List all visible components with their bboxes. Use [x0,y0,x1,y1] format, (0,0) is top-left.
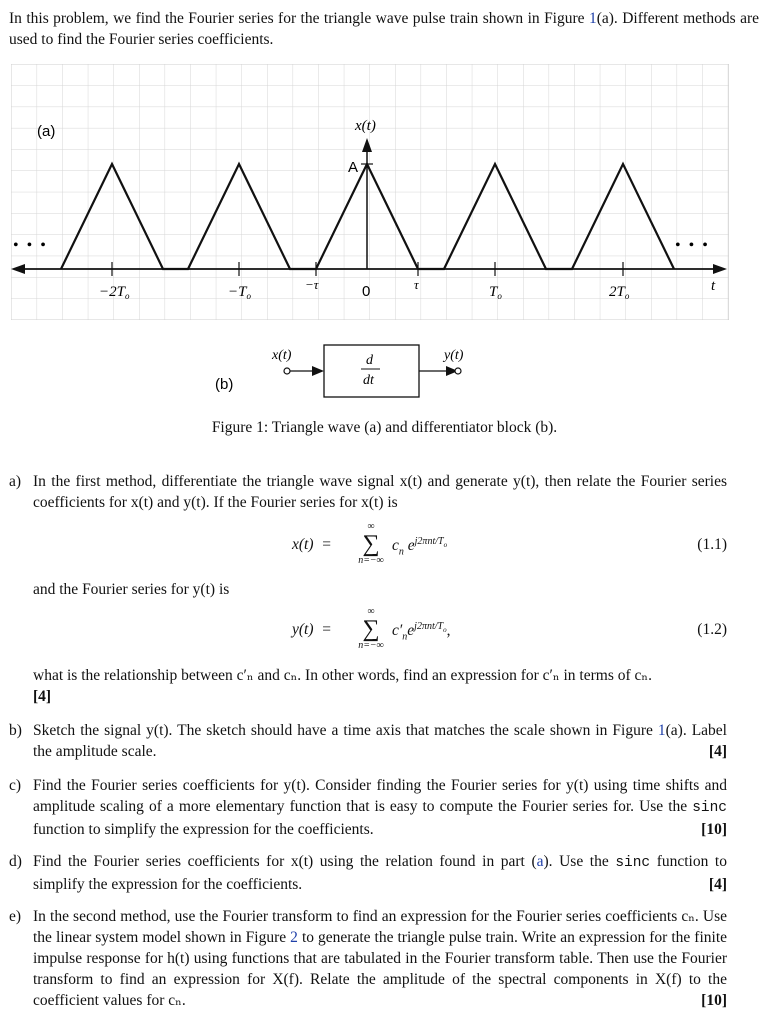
part-b-marker: b) [9,722,22,739]
tick-label-minus-2T-subscript: o [124,291,130,301]
eq1-exp-subscript: o [443,541,448,549]
ellipsis-left: • • • [13,237,48,254]
part-c-code: sinc [692,800,727,816]
part-d-text-3: function to simplify the expression for the coefficients. [33,853,727,893]
figure-b-differentiator [200,340,500,400]
part-c-text-2: function to simplify the expression for the coefficients. [33,821,374,838]
time-label: t [711,278,716,294]
part-a-question-text: what is the relationship between c′ₙ and cₙ. In other words, find an expression for c′ₙ in terms of cₙ. [33,667,652,684]
block-numerator: d [366,353,373,368]
figure-a-triangle-wave [11,64,729,320]
eq1-lhs [292,536,332,554]
block-input-label: x(t) [272,348,292,363]
eq1-sum-top: ∞ [367,521,375,532]
input-node [284,368,290,374]
block-denominator: dt [363,373,374,388]
output-node [455,368,461,374]
part-b-text-1: Sketch the signal y(t). The sketch should have a time axis that matches the scale shown in Figure [33,722,658,739]
amplitude-label: A [348,159,359,176]
part-d-text-1: Find the Fourier series coefficients for x(t) using the relation found in part ( [33,853,537,870]
tick-label-2T-subscript: o [624,291,630,301]
figure-1-link[interactable]: 1 [588,10,597,27]
part-b-text [33,720,727,762]
part-d-text-2: ). Use the [543,853,616,870]
grid-background [11,64,729,320]
tick-label-T-text: T [489,284,498,300]
tick-label-2T-text: 2T [609,284,625,300]
part-a-link[interactable]: a [536,853,544,870]
eq1-sum [352,522,390,566]
part-a [9,471,727,513]
tick-label-tau: τ [414,277,419,292]
eq2-coef-subscript: n [402,631,408,643]
part-e-text [33,906,727,1011]
part-c-points: [10] [701,821,727,838]
eq1-lhs-text: x(t) = [292,536,332,553]
ellipsis-right: • • • [675,237,710,254]
eq1-exp-text: j2πnt/T [414,536,444,547]
eq2-sigma-icon: ∑ [362,616,380,642]
part-b [9,720,727,762]
part-a-marker: a) [9,473,22,490]
eq1-sum-bottom: n=−∞ [358,555,384,566]
eq2-lhs-text: y(t) = [292,621,332,638]
eq2-sum [352,607,390,651]
eq1-coef-subscript: n [398,546,404,558]
part-d [9,851,727,895]
part-e [9,906,727,1011]
panel-a-label: (a) [37,123,56,140]
eq2-sum-bottom: n=−∞ [358,640,384,651]
eq2-exp-subscript: o [443,626,447,634]
eq1-exp-base: e [407,537,415,555]
tick-label-T-subscript: o [497,291,502,301]
eq1-number: (1.1) [697,536,727,553]
eq2-lhs [292,621,332,639]
eq1-sigma-icon: ∑ [362,531,380,557]
eq2-sum-top: ∞ [367,606,375,617]
part-b-text-2: (a). Label the amplitude scale. [33,722,727,760]
part-d-text [33,851,727,895]
part-c-text-1: Find the Fourier series coefficients for y(t). Consider finding the Fourier series for y(t) using time shifts and amplitude scaling of a more elementary function that is easy to compute the Fourier series for. Use the [33,777,727,815]
eq1-exp [415,536,447,547]
figure-2-link[interactable]: 2 [290,929,298,946]
tick-label-minus-T-text: −T [228,284,247,300]
part-d-marker: d) [9,853,22,870]
tick-label-minus-2T-text: −2T [99,284,125,300]
part-c-text [33,775,727,840]
part-a-text: In the first method, differentiate the triangle wave signal x(t) and generate y(t), then relate the Fourier series coefficients for x(t) and y(t). If the Fourier series for x(t) is [33,473,727,511]
eq2-coef: c′ [392,622,403,640]
eq2-exp [414,621,446,632]
part-e-text-1: In the second method, use the Fourier transform to find an expression for the Fourier series coefficients cₙ. Use the linear system model shown in Figure [33,908,727,946]
part-a-points: [4] [33,688,52,705]
eq2-exp-base: e [407,622,415,640]
part-a-between: and the Fourier series for y(t) is [33,581,230,598]
part-e-marker: e) [9,908,22,925]
eq1-term [392,536,447,557]
eq2-exp-text: j2πnt/T [414,621,444,632]
tick-label-zero: 0 [362,283,371,300]
part-c-marker: c) [9,777,22,794]
intro-text-2: (a). Different methods are used to find the Fourier series coefficients. [9,10,759,48]
figure-1-link-b[interactable]: 1 [657,722,666,739]
figure-caption: Figure 1: Triangle wave (a) and differentiator block (b). [211,419,558,436]
part-e-points: [10] [701,992,727,1009]
part-b-points: [4] [708,743,727,760]
tick-label-minus-T-subscript: o [246,291,251,301]
intro-paragraph [9,8,759,50]
intro-text-1: In this problem, we find the Fourier series for the triangle wave pulse train shown in Figure [9,10,589,27]
tick-label-minus-tau: −τ [305,277,319,292]
eq1-coef: c [392,537,399,555]
eq2-term: $c'_ne^{j2\pi nt/T_o}$, [392,621,451,643]
part-e-text-2: to generate the triangle pulse train. Write an expression for the finite impulse response for h(t) using functions that are tabulated in the Fourier transform table. Then use the Fourier transform to find an expression for X(f). Relate the amplitude of the spectral components in X(f) to the coefficient values for cₙ. [33,929,727,1009]
signal-label: x(t) [355,118,376,134]
part-a-question [33,665,727,707]
part-c [9,775,727,840]
part-d-code: sinc [615,855,651,871]
eq2-number: (1.2) [697,621,727,638]
part-d-points: [4] [708,876,727,893]
input-arrow [312,366,324,376]
block-output-label: y(t) [444,348,464,363]
panel-b-label: (b) [215,376,234,393]
